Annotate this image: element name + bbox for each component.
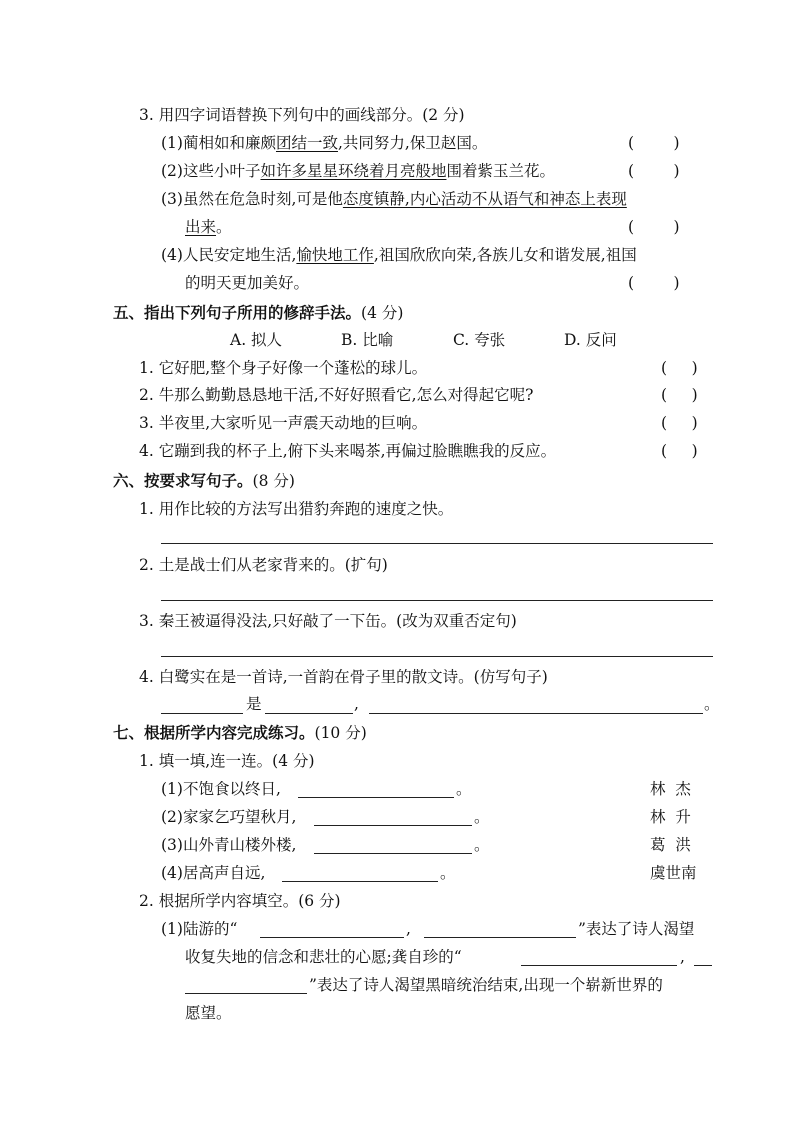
section-title: 六、按要求写句子。 [113, 472, 253, 490]
answer-line[interactable] [260, 937, 404, 938]
answer-paren[interactable]: ( ) [661, 359, 698, 377]
question-title: 3. 用四字词语替换下列句中的画线部分。(2 分) [139, 106, 465, 124]
answer-line[interactable] [161, 543, 713, 544]
answer-line[interactable] [298, 797, 454, 798]
poem-line: (1)不饱食以终日, [161, 780, 281, 798]
q3-item-text: ,共同努力,保卫赵国。 [337, 134, 488, 152]
section-title: 七、根据所学内容完成练习。 [113, 724, 315, 742]
fill-text: 。 [456, 780, 472, 798]
answer-line[interactable] [314, 853, 472, 854]
fill-text: 是 [246, 695, 262, 713]
q3-item-1 [161, 133, 487, 153]
list-item: 2. 牛那么勤勤恳恳地干活,不好好照看它,怎么对得起它呢? [139, 386, 534, 404]
section-score: (8 分) [252, 472, 295, 490]
list-item: 1. 用作比较的方法写出猎豹奔跑的速度之快。 [139, 500, 454, 518]
q3-item-text: (3)虽然在危急时刻,可是他 [161, 190, 343, 208]
section-heading [113, 471, 295, 491]
option-d: D. 反问 [564, 331, 617, 349]
answer-line[interactable] [521, 965, 677, 966]
answer-line[interactable] [161, 600, 713, 601]
fill-text: (1)陆游的“ [161, 920, 238, 938]
section-score: (4 分) [361, 304, 404, 322]
answer-line[interactable] [282, 881, 438, 882]
answer-line[interactable] [185, 993, 307, 994]
fill-text: 。 [474, 808, 490, 826]
q3-item-text: (4)人民安定地生活, [161, 246, 297, 264]
author-name[interactable]: 虞世南 [650, 864, 697, 882]
author-name[interactable]: 林 杰 [650, 780, 691, 798]
q3-item-text: 围着紫玉兰花。 [446, 162, 555, 180]
section-title: 五、指出下列句子所用的修辞手法。 [113, 304, 362, 322]
answer-line[interactable] [265, 713, 353, 714]
poem-line: (3)山外青山楼外楼, [161, 836, 297, 854]
q3-item-4 [161, 245, 637, 265]
q3-item-text: (1)蔺相如和廉颇 [161, 134, 276, 152]
option-c: C. 夸张 [453, 331, 506, 349]
option-a: A. 拟人 [230, 331, 283, 349]
q3-underlined: 团结一致 [275, 134, 338, 152]
list-item: 3. 半夜里,大家听见一声震天动地的巨响。 [139, 414, 428, 432]
q3-item-text: 。 [216, 218, 232, 236]
answer-line[interactable] [161, 713, 243, 714]
fill-text: , [354, 695, 359, 713]
fill-text: 。 [440, 864, 456, 882]
answer-line[interactable] [424, 937, 576, 938]
q3-item-text: (2)这些小叶子 [161, 162, 261, 180]
section-heading [113, 303, 403, 323]
answer-line[interactable] [314, 825, 472, 826]
q3-underlined: 如许多星星环绕着月亮般地 [260, 162, 447, 180]
q3-underlined: 愉快地工作 [296, 246, 374, 264]
q3-item-3 [161, 189, 627, 209]
answer-paren[interactable]: ( ) [628, 134, 680, 152]
list-item: 1. 它好肥,整个身子好像一个蓬松的球儿。 [139, 359, 428, 377]
answer-paren[interactable]: ( ) [661, 386, 698, 404]
answer-line[interactable] [369, 713, 703, 714]
q3-item-3-cont [185, 217, 232, 237]
answer-paren[interactable]: ( ) [661, 442, 698, 460]
poem-line: (4)居高声自远, [161, 864, 266, 882]
sub-question: 1. 填一填,连一连。(4 分) [139, 752, 315, 770]
section-heading [113, 723, 367, 743]
fill-text: ”表达了诗人渴望黑暗统治结束,出现一个崭新世界的 [309, 976, 663, 994]
author-name[interactable]: 林 升 [650, 808, 691, 826]
answer-paren[interactable]: ( ) [628, 274, 680, 292]
author-name[interactable]: 葛 洪 [650, 836, 691, 854]
option-b: B. 比喻 [341, 331, 394, 349]
list-item: 4. 它蹦到我的杯子上,俯下头来喝茶,再偏过脸瞧瞧我的反应。 [139, 442, 557, 460]
q3-underlined: 态度镇静,内心活动不从语气和神态上表现 [342, 190, 627, 208]
answer-paren[interactable]: ( ) [661, 414, 698, 432]
list-item: 2. 土是战士们从老家背来的。(扩句) [139, 556, 388, 574]
fill-text: 收复失地的信念和悲壮的心愿;龚自珍的“ [185, 948, 462, 966]
sub-question: 2. 根据所学内容填空。(6 分) [139, 892, 341, 910]
q3-item-2 [161, 161, 555, 181]
fill-text: ”表达了诗人渴望 [578, 920, 695, 938]
answer-line[interactable] [694, 965, 712, 966]
answer-paren[interactable]: ( ) [628, 162, 680, 180]
fill-text: 愿望。 [185, 1004, 232, 1022]
answer-line[interactable] [161, 656, 713, 657]
q3-item-text: ,祖国欣欣向荣,各族儿女和谐发展,祖国 [373, 246, 637, 264]
poem-line: (2)家家乞巧望秋月, [161, 808, 297, 826]
fill-text: 。 [704, 695, 720, 713]
q3-item-4-cont: 的明天更加美好。 [185, 274, 310, 292]
fill-text: 。 [474, 836, 490, 854]
section-score: (10 分) [314, 724, 367, 742]
list-item: 3. 秦王被逼得没法,只好敲了一下缶。(改为双重否定句) [139, 612, 517, 630]
fill-text: , [406, 920, 411, 938]
fill-text: , [680, 948, 685, 966]
q3-underlined: 出来 [185, 218, 217, 236]
answer-paren[interactable]: ( ) [628, 218, 680, 236]
list-item: 4. 白鹭实在是一首诗,一首韵在骨子里的散文诗。(仿写句子) [139, 668, 548, 686]
